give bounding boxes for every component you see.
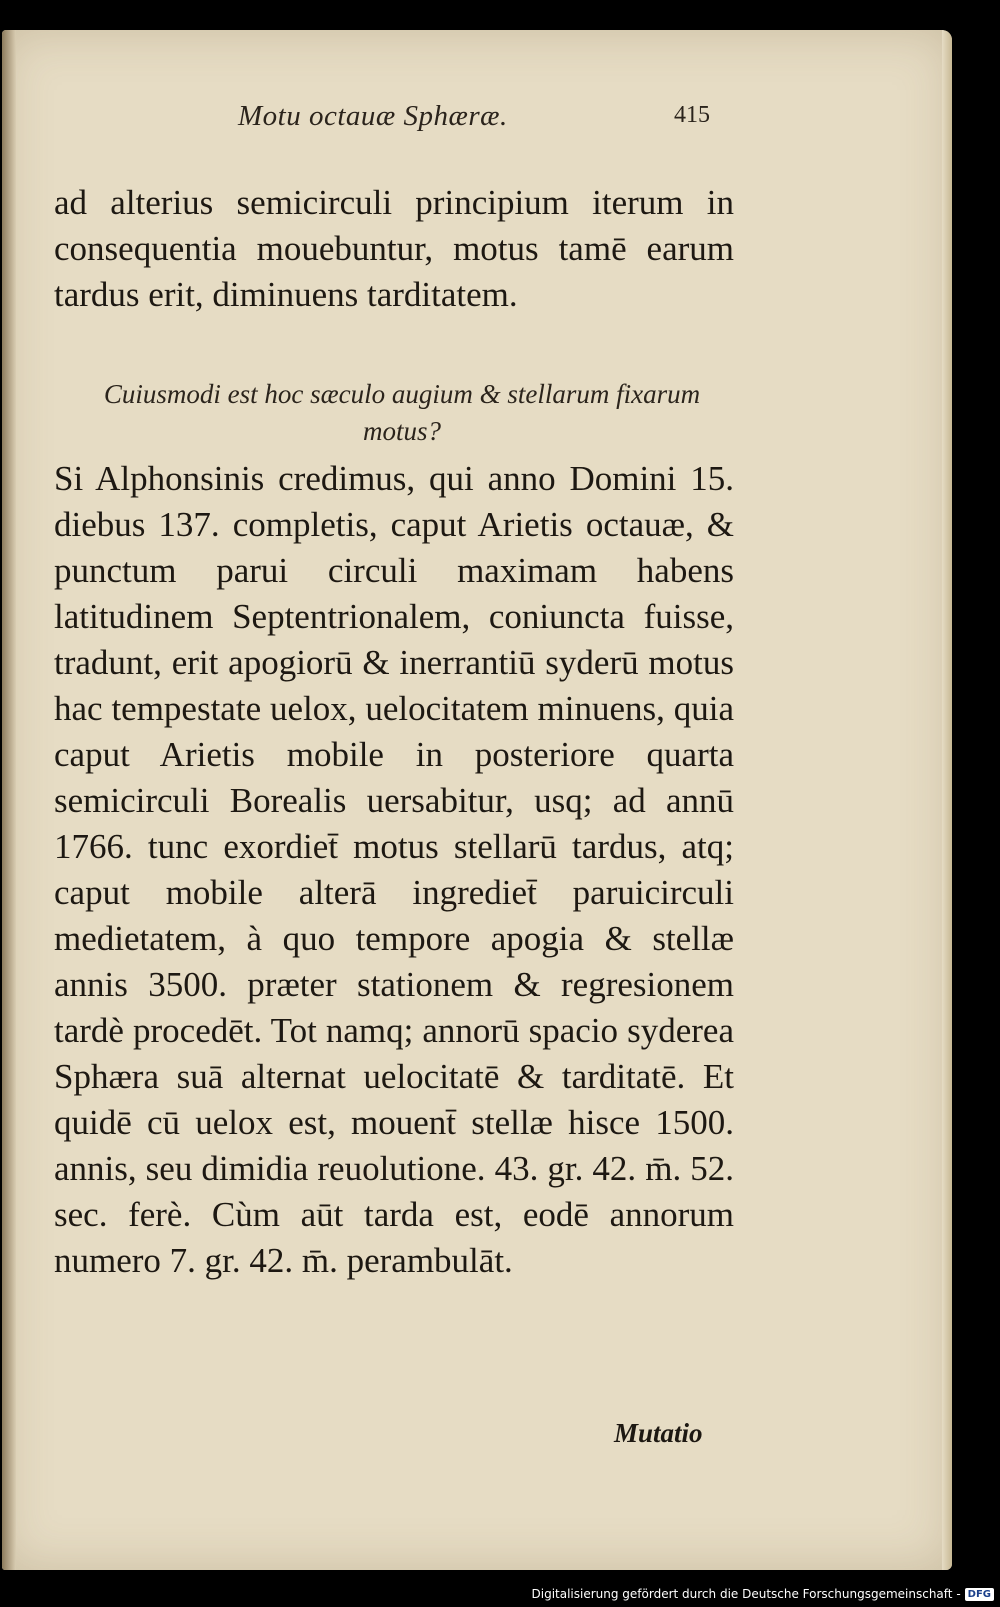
page-edge [942,30,952,1570]
page-gutter [2,30,16,1570]
section-question-heading: Cuiusmodi est hoc sæculo augium & stellarum fixarum motus? [103,379,701,446]
book-page [2,30,952,1570]
footer-credit: Digitalisierung gefördert durch die Deutsche Forschungsgemeinschaft - [531,1587,961,1601]
catchword: Mutatio [614,1418,703,1448]
page-number: 415 [674,102,710,128]
paragraph-continuation: ad alterius semicirculi principium iterum in consequentia mouebuntur, motus tamē earum tardus erit, diminuens tarditatem. [54,183,734,314]
running-head: Motu octauæ Sphæræ. [238,100,508,132]
dfg-logo-icon: DFG [965,1588,994,1601]
paragraph-answer: Si Alphonsinis credimus, qui anno Domini 15. diebus 137. completis, caput Arietis octauæ, & punctum parui circuli maximam habens latitudinem Septentrionalem, coniuncta fuisse, tradunt, erit apogiorū & inerrantiū syderū motus hac tempestate uelox, uelocitatem minuens, quia caput Arietis mobile in posteriore quarta semicirculi Borealis uersabitur, usq; ad annū 1766. tunc exordiet̄ motus stellarū tardus, atq; caput mobile alterā ingrediet̄ paruicirculi medietatem, à quo tempore apogia & stellæ annis 3500. præter stationem & regresionem tardè procedēt. Tot namq; annorū spacio syderea Sphæra suā alternat uelocitatē & tarditatē. Et quidē cū uelox est, mouent̄ stellæ hisce 1500. annis, seu dimidia reuolutione. 43. gr. 42. m̄. 52. sec. ferè. Cùm aūt tarda est, eodē annorum numero 7. gr. 42. m̄. perambulāt. [54,459,734,1280]
digitization-footer [532,1587,995,1601]
